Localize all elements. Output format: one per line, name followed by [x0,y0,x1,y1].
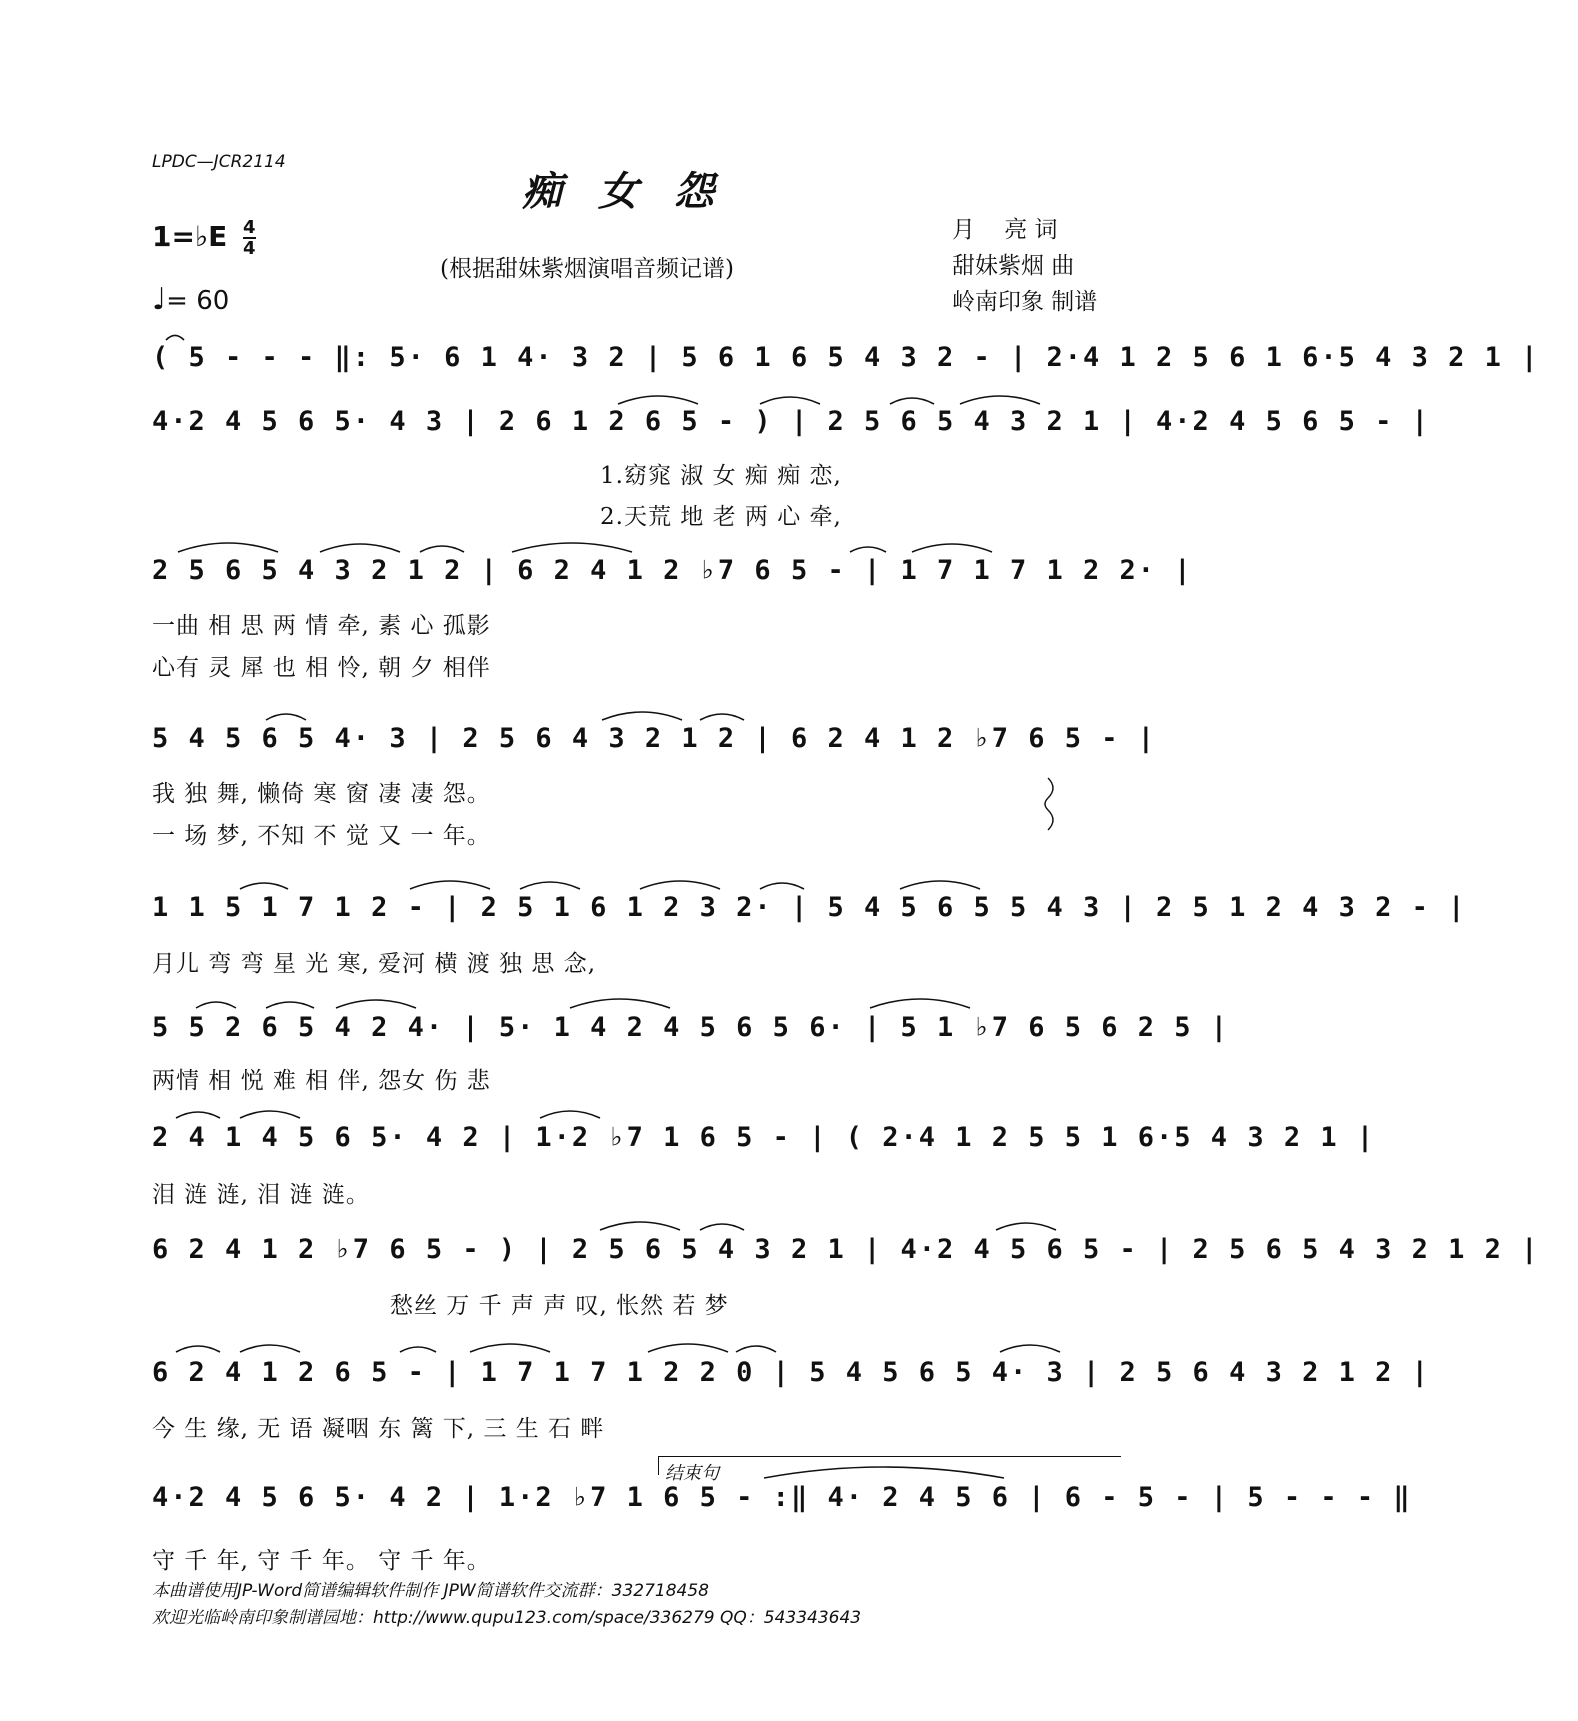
meter-bottom: 4 [243,238,256,259]
slur-arc [266,1002,314,1008]
slur-arc [336,1000,416,1008]
slur-arc [760,397,820,404]
brace-icon [1045,778,1053,830]
notation-line-2: 4·2 4 5 6 5· 4 3 | 2 6 1 2 6 5 - ) | 2 5 6 5 4 3 2 1 | 4·2 4 5 6 5 - | [152,406,1430,437]
slur-arc [520,882,580,889]
footer-website-note: 欢迎光临岭南印象制谱园地：http://www.qupu123.com/space/336279 QQ：543343643 [152,1608,862,1628]
notation-line-10: 4·2 4 5 6 5· 4 2 | 1·2 ♭7 1 6 5 - :‖ 4· 2 4 5 6 | 6 - 5 - | 5 - - - ‖ [152,1482,1412,1513]
lyric-line-10: 守 千 年, 守 千 年。 守 千 年。 [152,1548,491,1574]
slur-arc [736,1346,776,1352]
coda-marker: 结束句 [658,1456,1121,1475]
lyric-line-3-verse-1: 一曲 相 思 两 情 牵, 素 心 孤影 [152,613,491,639]
slur-arc [1000,1345,1060,1352]
slur-arc [996,1223,1056,1230]
lyric-line-9: 今 生 缘, 无 语 凝咽 东 篱 下, 三 生 石 畔 [152,1416,605,1442]
slur-arc [850,547,886,552]
slur-arc [960,396,1040,404]
lyric-line-4-verse-1: 我 独 舞, 懒倚 寒 窗 凄 凄 怨。 [152,781,491,807]
slur-arc [900,881,980,889]
lyric-line-2-verse-1: 1.窈窕 淑 女 痴 痴 恋, [600,463,842,489]
slur-arc [320,544,400,552]
slur-arc [178,543,278,552]
slur-arc [618,396,698,404]
slur-arc [400,1347,436,1352]
notation-line-9: 6 2 4 1 2 6 5 - | 1 7 1 7 1 2 2 0 | 5 4 5 6 5 4· 3 | 2 5 6 4 3 2 1 2 | [152,1357,1430,1388]
slur-arc [700,714,744,720]
lyric-line-8: 愁丝 万 千 声 声 叹, 怅然 若 梦 [390,1293,729,1319]
score-code: LPDC—JCR2114 [152,152,286,172]
slur-arc [240,1111,300,1118]
fermata-arc [166,336,184,341]
slur-arc [470,1344,550,1352]
slur-arc [512,543,632,552]
slur-arc [764,1467,1004,1478]
slur-arc [890,398,934,404]
notation-line-7: 2 4 1 4 5 6 5· 4 2 | 1·2 ♭7 1 6 5 - | ( 2·4 1 2 5 5 1 6·5 4 3 2 1 | [152,1122,1376,1153]
slur-arc [240,883,288,889]
key-label: 1=♭E [152,220,228,253]
lyric-line-6: 两情 相 悦 难 相 伴, 怨女 伤 悲 [152,1068,491,1094]
lyric-line-7: 泪 涟 涟, 泪 涟 涟。 [152,1182,370,1208]
slur-arc [176,1346,220,1352]
slur-arc [540,1111,600,1118]
slur-arc [648,1344,728,1352]
lyric-line-4-verse-2: 一 场 梦, 不知 不 觉 又 一 年。 [152,823,491,849]
slur-arc [640,881,720,889]
slur-arc [700,1224,744,1230]
lyricist-credit: 月 亮 词 [952,217,1058,243]
slur-arc [410,881,490,889]
quarter-note-icon: ♩ [152,282,167,317]
slur-arc [570,999,670,1008]
subtitle: (根据甜妹紫烟演唱音频记谱) [440,256,734,282]
composer-credit: 甜妹紫烟 曲 [952,253,1075,279]
slur-arc [870,999,970,1008]
slur-arc [602,712,682,720]
notation-line-4: 5 4 5 6 5 4· 3 | 2 5 6 4 3 2 1 2 | 6 2 4 1 2 ♭7 6 5 - | [152,723,1157,754]
notation-line-6: 5 5 2 6 5 4 2 4· | 5· 1 4 2 4 5 6 5 6· | 5 1 ♭7 6 5 6 2 5 | [152,1012,1230,1043]
lyric-line-5: 月儿 弯 弯 星 光 寒, 爱河 横 渡 独 思 念, [152,951,597,977]
slur-arc [196,1002,236,1008]
slur-arc [266,714,306,720]
notation-line-8: 6 2 4 1 2 ♭7 6 5 - ) | 2 5 6 5 4 3 2 1 | 4·2 4 5 6 5 - | 2 5 6 5 4 3 2 1 2 | [152,1234,1540,1265]
tempo-value: = 60 [166,286,230,316]
notation-line-1: ( 5 - - - ‖: 5· 6 1 4· 3 2 | 5 6 1 6 5 4 3 2 - | 2·4 1 2 5 6 1 6·5 4 3 2 1 | [152,342,1540,373]
footer-software-note: 本曲谱使用JP-Word简谱编辑软件制作 JPW简谱软件交流群：332718458 [152,1581,709,1601]
slur-arc [240,1345,300,1352]
slur-arc [420,546,464,552]
lyric-line-2-verse-2: 2.天荒 地 老 两 心 牵, [600,504,842,530]
notation-line-5: 1 1 5 1 7 1 2 - | 2 5 1 6 1 2 3 2· | 5 4 5 6 5 5 4 3 | 2 5 1 2 4 3 2 - | [152,892,1467,923]
slur-arc [176,1112,220,1118]
meter-top: 4 [243,217,256,238]
song-title: 痴女怨 [522,168,750,215]
lyric-line-3-verse-2: 心有 灵 犀 也 相 怜, 朝 夕 相伴 [152,655,491,681]
arranger-credit: 岭南印象 制谱 [952,289,1098,315]
notation-line-3: 2 5 6 5 4 3 2 1 2 | 6 2 4 1 2 ♭7 6 5 - | 1 7 1 7 1 2 2· | [152,555,1193,586]
slur-arc [760,883,804,889]
slur-arc [912,544,992,552]
slur-arc [600,1222,680,1230]
